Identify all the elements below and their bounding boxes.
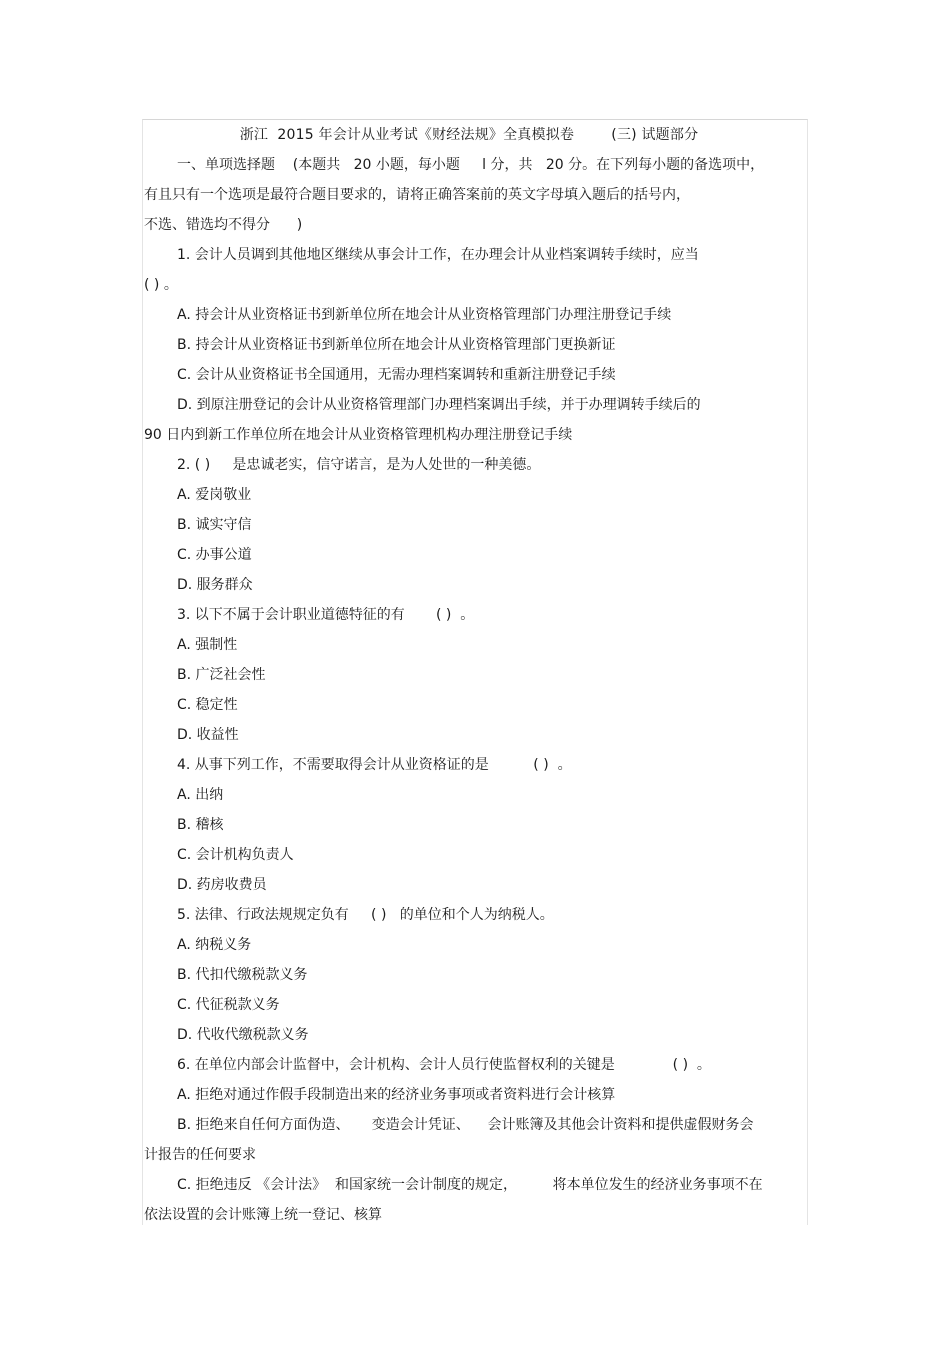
option-c: C. 会计机构负责人 [177, 847, 294, 863]
option-a: A. 爱岗敬业 [177, 487, 252, 503]
question-6 [144, 1050, 794, 1230]
question-stem: 5. 法律、行政法规规定负有 ( ) 的单位和个人为纳税人。 [177, 907, 554, 923]
option-b: B. 稽核 [177, 817, 224, 833]
option-b: B. 持会计从业资格证书到新单位所在地会计从业资格管理部门更换新证 [177, 337, 616, 353]
option-d-continued: 90 日内到新工作单位所在地会计从业资格管理机构办理注册登记手续 [144, 427, 573, 443]
document-title: 浙江 2015 年会计从业考试《财经法规》全真模拟卷 (三) 试题部分 [239, 127, 699, 143]
option-b-continued: 计报告的任何要求 [144, 1147, 256, 1163]
question-3 [144, 600, 794, 750]
option-b: B. 代扣代缴税款义务 [177, 967, 308, 983]
option-d: D. 代收代缴税款义务 [177, 1027, 309, 1043]
option-d: D. 到原注册登记的会计从业资格管理部门办理档案调出手续，并于办理调转手续后的 [177, 397, 701, 413]
question-stem: 4. 从事下列工作，不需要取得会计从业资格证的是 ( ) 。 [177, 757, 572, 773]
option-b: B. 广泛社会性 [177, 667, 266, 683]
option-b: B. 拒绝来自任何方面伪造、 变造会计凭证、 会计账簿及其他会计资料和提供虚假财务会 [177, 1117, 754, 1133]
option-a: A. 持会计从业资格证书到新单位所在地会计从业资格管理部门办理注册登记手续 [177, 307, 672, 323]
question-stem: 3. 以下不属于会计职业道德特征的有 ( ) 。 [177, 607, 475, 623]
option-a: A. 强制性 [177, 637, 238, 653]
question-stem: 2. ( ) 是忠诚老实，信守诺言，是为人处世的一种美德。 [177, 457, 541, 473]
question-1 [144, 240, 794, 450]
question-4 [144, 750, 794, 900]
option-d: D. 药房收费员 [177, 877, 267, 893]
option-c-continued: 依法设置的会计账簿上统一登记、核算 [144, 1207, 382, 1223]
option-c: C. 代征税款义务 [177, 997, 280, 1013]
document-body [144, 120, 794, 1230]
question-stem: 1. 会计人员调到其他地区继续从事会计工作，在办理会计从业档案调转手续时，应当 [177, 247, 699, 263]
section-instructions-line-1: 一、单项选择题 (本题共 20 小题，每小题 l 分，共 20 分。在下列每小题的备选项中， [177, 157, 765, 173]
question-stem-continued: ( ) 。 [144, 277, 178, 293]
question-2 [144, 450, 794, 600]
option-b: B. 诚实守信 [177, 517, 252, 533]
option-a: A. 拒绝对通过作假手段制造出来的经济业务事项或者资料进行会计核算 [177, 1087, 616, 1103]
option-c: C. 拒绝违反 《会计法》 和国家统一会计制度的规定， 将本单位发生的经济业务事项不在 [177, 1177, 763, 1193]
option-d: D. 收益性 [177, 727, 239, 743]
option-a: A. 出纳 [177, 787, 224, 803]
section-instructions-line-2: 有且只有一个选项是最符合题目要求的，请将正确答案前的英文字母填入题后的括号内， [144, 187, 690, 203]
question-stem: 6. 在单位内部会计监督中，会计机构、会计人员行使监督权利的关键是 ( ) 。 [177, 1057, 711, 1073]
option-a: A. 纳税义务 [177, 937, 252, 953]
question-5 [144, 900, 794, 1050]
option-d: D. 服务群众 [177, 577, 253, 593]
section-instructions-line-3: 不选、错选均不得分 ) [144, 217, 303, 233]
option-c: C. 办事公道 [177, 547, 252, 563]
option-c: C. 稳定性 [177, 697, 238, 713]
option-c: C. 会计从业资格证书全国通用，无需办理档案调转和重新注册登记手续 [177, 367, 616, 383]
